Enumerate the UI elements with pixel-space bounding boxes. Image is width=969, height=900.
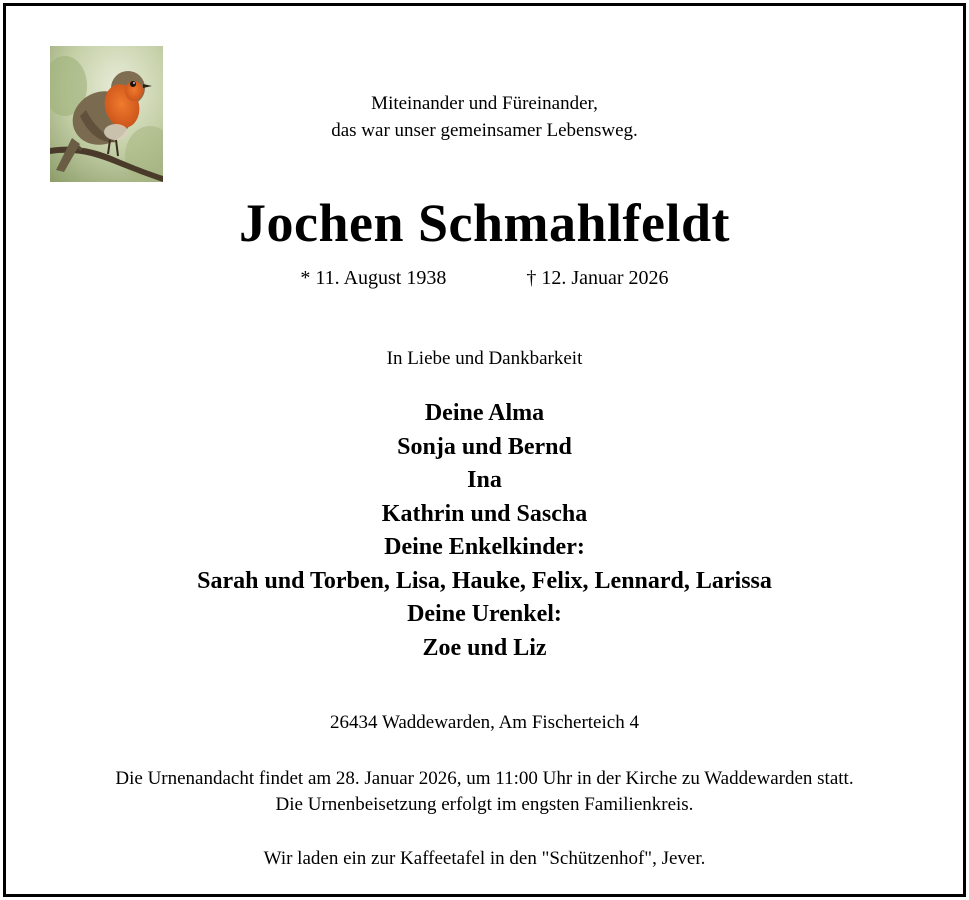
birth-date: * 11. August 1938: [300, 267, 447, 289]
ceremony-line-2: Die Urnenbeisetzung erfolgt im engsten Familienkreis.: [275, 794, 694, 815]
family-grandchildren: Sarah und Torben, Lisa, Hauke, Felix, Lennard, Larissa: [197, 567, 772, 594]
family-member: Sonja und Bernd: [397, 433, 572, 460]
family-heading-grandchildren: Deine Enkelkinder:: [384, 534, 585, 560]
motto: [6, 90, 963, 144]
obituary-notice: [3, 3, 966, 897]
ceremony-info: [6, 766, 963, 818]
motto-line-1: Miteinander und Füreinander,: [371, 93, 598, 114]
dedication: In Liebe und Dankbarkeit: [386, 348, 583, 369]
address: 26434 Waddewarden, Am Fischerteich 4: [330, 712, 639, 733]
motto-line-2: das war unser gemeinsamer Lebensweg.: [331, 120, 638, 141]
family-member: Deine Alma: [424, 400, 545, 426]
family-member: Ina: [467, 467, 502, 493]
family-heading-great-grandchildren: Deine Urenkel:: [407, 601, 562, 627]
family-member: Kathrin und Sascha: [381, 500, 588, 527]
invitation: Wir laden ein zur Kaffeetafel in den "Schützenhof", Jever.: [263, 848, 706, 869]
death-date: † 12. Januar 2026: [526, 267, 669, 289]
family-list: [6, 397, 963, 665]
deceased-name: Jochen Schmahlfeldt: [238, 193, 731, 253]
life-dates: [6, 264, 963, 292]
ceremony-line-1: Die Urnenandacht findet am 28. Januar 2026, um 11:00 Uhr in der Kirche zu Waddewarden statt.: [115, 768, 854, 789]
family-great-grandchildren: Zoe und Liz: [422, 634, 547, 661]
